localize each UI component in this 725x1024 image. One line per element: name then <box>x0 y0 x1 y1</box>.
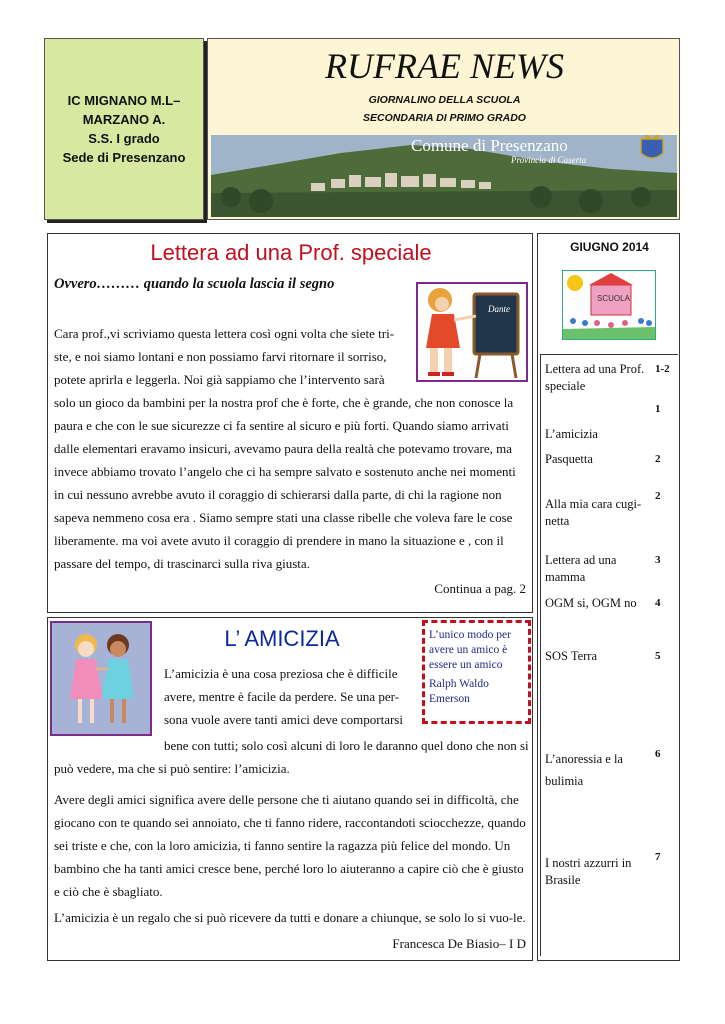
article-body-text: Avere degli amici significa avere delle persone che ti aiutano quando sei in difficoltà, che giocano con te quando sei annoiato, che ti fanno ridere, raccontandoti sciocchezze, quando sei triste e che, con la loro amicizia, ti fanno sentire la ragazza più felice del mondo. Un bambino che ha tanti amici cresce bene, perché loro lo aiuteranno a capire ciò che è giusto e ciò che è sbagliato. <box>54 792 526 899</box>
school-line: S.S. I grado <box>88 131 160 146</box>
school-line: IC MIGNANO M.L– <box>67 93 181 108</box>
board-label: Dante <box>488 304 510 314</box>
toc-item-page: 2 <box>655 453 661 465</box>
toc-item-page: 1-2 <box>655 363 670 375</box>
toc-item-page: 3 <box>655 554 661 566</box>
newspaper-subtitle <box>208 91 681 127</box>
friends-illustration <box>50 621 152 736</box>
sidebar <box>537 233 680 961</box>
coat-of-arms-icon <box>641 135 663 158</box>
toc-item-title[interactable]: SOS Terra <box>545 649 598 663</box>
subtitle-line-1: GIORNALINO DELLA SCUOLA <box>368 94 521 106</box>
subtitle-line-2: SECONDARIA DI PRIMO GRADO <box>363 112 526 124</box>
quote-text: L’unico modo per avere un amico è essere un amico <box>429 629 511 671</box>
masthead <box>207 38 680 220</box>
toc-item-page: 5 <box>655 650 661 662</box>
banner-text: Comune di Presenzano <box>411 136 568 155</box>
school-info-box <box>44 38 204 220</box>
toc-item-title[interactable]: L’amicizia <box>545 427 598 441</box>
article-letter <box>47 233 533 613</box>
toc-item-title[interactable]: Pasquetta <box>545 452 593 466</box>
school-line: MARZANO A. <box>82 112 166 127</box>
school-drawing-image <box>562 270 656 340</box>
drawing-label: SCUOLA <box>597 294 630 303</box>
newspaper-title: RUFRAE NEWS <box>325 46 564 86</box>
article-body-text: solo un gioco da bambini per la nostra prof che è forte, che è grande, che non conosce la paura e che con le sue sicurezze ci fa sentire al sicuro e più forti. Quando siamo arrivati dalle elementari eravamo insicuri, avevamo paura della realtà che potevamo trovare, ma invece abbiamo trovato l’angelo che ci ha sempre salvato e sostenuto anche nei momenti in cui nessuno avrebbe avuto il coraggio di schierarsi dalla parte, di chi la ragione non sapeva nemmeno cosa era . Siamo sempre stati una classe ribelle che voleva fare le cose liberamente. ma voi avete avuto il coraggio di prendere in mano la situazione e , con il passare del tempo, di trascinarci sulla riva giusta. <box>54 395 516 571</box>
article-intro-text: Cara prof.,vi scriviamo questa lettera così ogni volta che siete tri-ste, e noi siamo lontani e non possiamo farvi ritornare il sorriso, potete aprirla e leggerla. Noi già sappiamo che l’intervento sarà <box>54 326 395 387</box>
toc-item-page: 6 <box>655 748 661 760</box>
school-line: Sede di Presenzano <box>62 150 186 165</box>
banner-subtext: Provincia di Caserta <box>511 155 587 165</box>
toc-item-title[interactable]: OGM si, OGM no <box>545 596 637 610</box>
continue-note: Continua a pag. 2 <box>434 581 526 596</box>
town-banner-image <box>211 135 677 217</box>
article-body-text: bene con tutti; solo così alcuni di loro le daranno quel dono che non si può vedere, ma che si può sentire: l’amicizia. <box>54 738 529 776</box>
toc-item-page: 2 <box>655 490 661 502</box>
issue-date: GIUGNO 2014 <box>570 240 649 254</box>
toc-item-title[interactable]: Lettera ad una Prof. speciale <box>545 362 645 393</box>
article-friendship <box>47 617 533 961</box>
quote-author: Ralph Waldo Emerson <box>429 678 489 705</box>
toc-item-page: 4 <box>655 597 661 609</box>
author-signature: Francesca De Biasio– I D <box>392 936 526 951</box>
article-title: L’ AMICIZIA <box>224 626 340 651</box>
toc-item-title[interactable]: L’anoressia e la bulimia <box>545 752 623 788</box>
toc-item-page: 1 <box>655 403 661 415</box>
article-subtitle: Ovvero……… quando la scuola lascia il segno <box>54 276 335 292</box>
toc-item-page: 7 <box>655 851 661 863</box>
teacher-illustration <box>416 282 528 382</box>
article-title: Lettera ad una Prof. speciale <box>150 240 432 265</box>
toc-item-title[interactable]: Lettera ad una mamma <box>545 553 617 584</box>
article-body-text: L’amicizia è un regalo che si può ricevere da tutti e donare a chiunque, se solo lo si vuo-le. <box>54 910 526 925</box>
quote-box <box>422 620 531 724</box>
toc-item-title[interactable]: Alla mia cara cugi-netta <box>545 497 642 528</box>
toc-item-title[interactable]: I nostri azzurri in Brasile <box>545 856 632 887</box>
table-of-contents <box>540 354 678 956</box>
article-intro-text: L’amicizia è una cosa preziosa che è difficile avere, mentre è facile da perdere. Se una per-sona vuole avere tanti amici deve comportarsi <box>164 666 403 727</box>
